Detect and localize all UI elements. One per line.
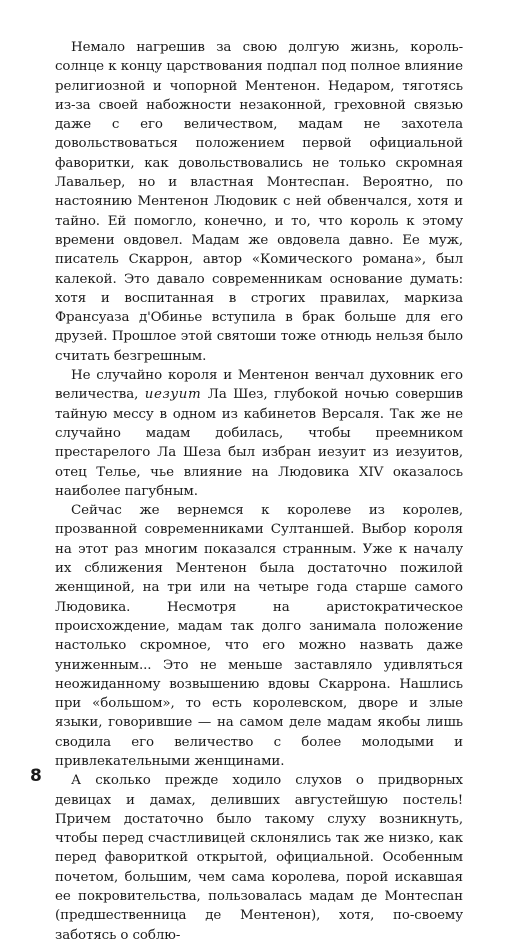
paragraph-1 [55,38,463,366]
paragraph-1-text: Немало нагрешив за свою долгую жизнь, король-солнце к концу царствования подпал под полное влияние религиозной и чопорной Ментенон. Недаром, тяготясь из-за своей набожности незаконной, греховной связью даже с его величеством, мадам не захотела довольствоваться положением первой официальной фаворитки, как довольствовались не только скромная Лавальер, но и властная Монтеспан. Вероятно, по настоянию Ментенон Людовик с ней обвенчался, хотя и тайно. Ей помогло, конечно, и то, что король к этому времени овдовел. Мадам же овдовела давно. Ее муж, писатель Скаррон, автор «Комического романа», был калекой. Это давало современникам основание думать: хотя и воспитанная в строгих правилах, маркиза Франсуаза д'Обинье вступила в брак больше для его друзей. Прошлое этой святоши тоже отнюдь нельзя было считать безгрешным. [55,40,463,364]
paragraph-4-text: А сколько прежде ходило слухов о придворных девицах и дамах, деливших августейшую постель! Причем достаточно было такому слуху возникнуть, чтобы перед счастливицей склонялись так же низко, как перед фавориткой открытой, официальной. Особенным почетом, большим, чем сама королева, порой искавшая ее покровительства, пользовалась мадам де Монтеспан (предшественница де Ментенон), хотя, по-своему заботясь о соблю- [55,773,463,943]
paragraph-2-text-end: Ла Шез, глубокой ночью совершив тайную мессу в одном из кабинетов Версаля. Так же не случайно мадам добилась, чтобы преемником престарелого Ла Шеза был избран иезуит из иезуитов, отец Телье, чье влияние на Людовика XIV оказалось наиболее пагубным. [55,387,464,499]
paragraph-4 [55,771,463,945]
paragraph-2-text-start: Не случайно короля и Ментенон венчал духовник его величества, [55,368,463,403]
page-number: 8 [30,766,42,786]
paragraph-2-emphasis: иезуит [144,387,202,403]
paragraph-2 [55,366,463,501]
paragraph-3 [55,501,463,771]
body-text [55,38,463,945]
paragraph-3-text: Сейчас же вернемся к королеве из королев, прозванной современниками Султаншей. Выбор короля на этот раз многим показался странным. Уже к началу их сближения Ментенон была достаточно пожилой женщиной, на три или на четыре года старше самого Людовика. Несмотря на аристократическое происхождение, мадам так долго занимала положение настолько скромное, что его можно назвать даже униженным... Это не меньше заставляло удивляться неожиданному возвышению вдовы Скаррона. Нашлись при «большом», то есть королевском, дворе и злые языки, говорившие — на самом деле мадам якобы лишь сводила его величество с более молодыми и привлекательными женщинами. [55,503,463,769]
